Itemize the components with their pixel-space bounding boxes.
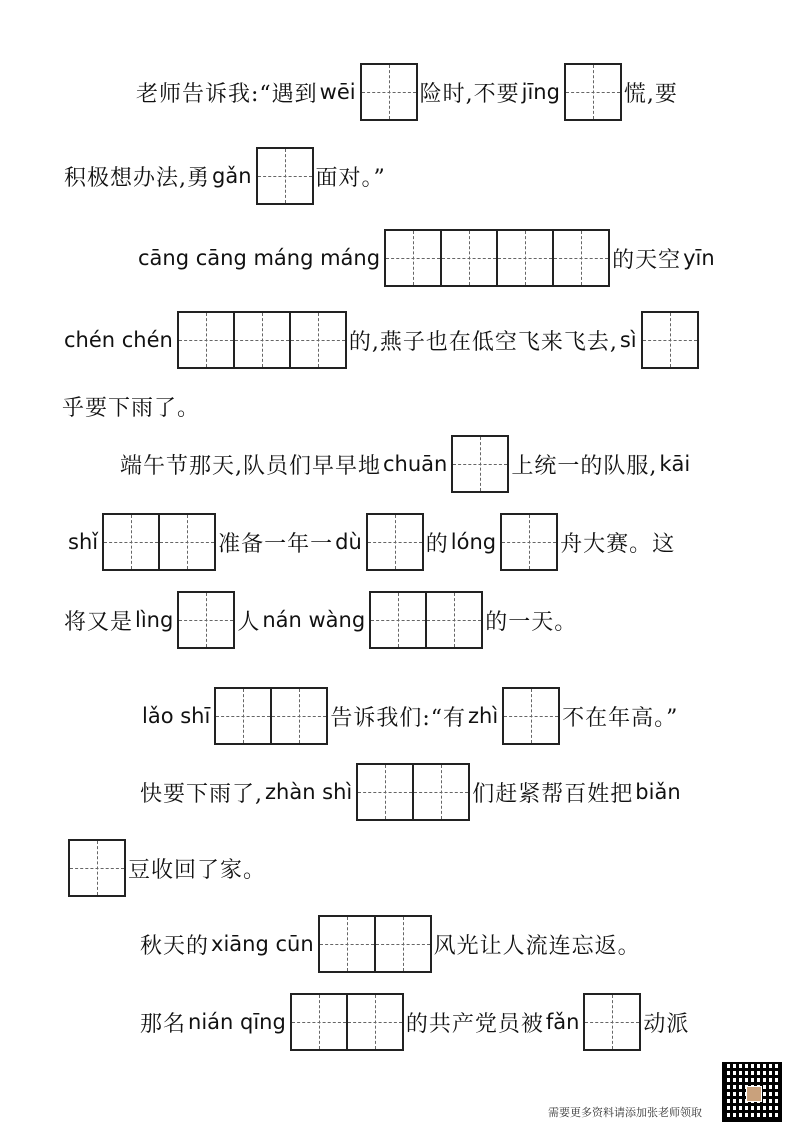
pinyin: lǎo shī: [142, 704, 211, 728]
tianzige-cell[interactable]: [369, 591, 427, 649]
tianzige-cell[interactable]: [290, 993, 348, 1051]
tianzige-cell[interactable]: [356, 763, 414, 821]
line-3: [136, 228, 717, 288]
line-10: [140, 762, 683, 822]
line-1: [136, 62, 678, 122]
tianzige-cell[interactable]: [68, 839, 126, 897]
line-13: [140, 992, 689, 1052]
tianzige-cell[interactable]: [233, 311, 291, 369]
text: 秋天的: [140, 933, 210, 959]
text: 的共产党员被: [405, 1011, 544, 1037]
text: 险时,不要: [419, 81, 520, 107]
tianzige-cell[interactable]: [412, 763, 470, 821]
text: 乎要下雨了。: [62, 395, 201, 421]
text: 的: [425, 531, 449, 557]
text: 舟大赛。这: [560, 531, 676, 557]
pinyin: dù: [335, 530, 362, 554]
pinyin: lìng: [135, 608, 174, 632]
answer-box[interactable]: [318, 915, 432, 973]
text: 豆收回了家。: [128, 857, 267, 883]
tianzige-cell[interactable]: [502, 687, 560, 745]
pinyin: nián qīng: [188, 1010, 286, 1034]
tianzige-cell[interactable]: [177, 591, 235, 649]
line-7: [66, 512, 675, 572]
qr-code-icon: [722, 1062, 782, 1122]
answer-box[interactable]: [583, 993, 641, 1051]
line-4: [62, 310, 701, 370]
pinyin: nán wàng: [262, 608, 366, 632]
text: 的天空: [612, 247, 682, 273]
tianzige-cell[interactable]: [256, 147, 314, 205]
tianzige-cell[interactable]: [500, 513, 558, 571]
answer-box[interactable]: [68, 839, 126, 897]
answer-box[interactable]: [256, 147, 314, 205]
pinyin: sì: [619, 328, 637, 352]
tianzige-cell[interactable]: [641, 311, 699, 369]
pinyin: fǎn: [545, 1010, 580, 1034]
text: 风光让人流连忘返。: [433, 933, 641, 959]
answer-box[interactable]: [360, 63, 418, 121]
text: 的,燕子也在低空飞来飞去,: [348, 329, 618, 355]
answer-box[interactable]: [177, 591, 235, 649]
pinyin: xiāng cūn: [211, 932, 314, 956]
tianzige-cell[interactable]: [270, 687, 328, 745]
text: 慌,要: [623, 81, 678, 107]
pinyin: jīng: [521, 80, 560, 104]
line-5: [62, 376, 200, 436]
answer-box[interactable]: [384, 229, 610, 287]
pinyin: shǐ: [68, 530, 99, 554]
pinyin: chén chén: [64, 328, 173, 352]
text: 人: [237, 609, 261, 635]
line-6: [120, 434, 692, 494]
tianzige-cell[interactable]: [583, 993, 641, 1051]
pinyin: chuān: [383, 452, 448, 476]
tianzige-cell[interactable]: [158, 513, 216, 571]
tianzige-cell[interactable]: [552, 229, 610, 287]
line-8: [64, 590, 577, 650]
line-12: [140, 914, 641, 974]
pinyin: cāng cāng máng máng: [138, 246, 381, 270]
answer-box[interactable]: [564, 63, 622, 121]
answer-box[interactable]: [366, 513, 424, 571]
tianzige-cell[interactable]: [384, 229, 442, 287]
answer-box[interactable]: [214, 687, 328, 745]
tianzige-cell[interactable]: [374, 915, 432, 973]
text: 准备一年一: [218, 531, 334, 557]
answer-box[interactable]: [290, 993, 404, 1051]
tianzige-cell[interactable]: [177, 311, 235, 369]
tianzige-cell[interactable]: [289, 311, 347, 369]
pinyin: lóng: [450, 530, 497, 554]
tianzige-cell[interactable]: [366, 513, 424, 571]
text: 快要下雨了,: [140, 781, 263, 807]
tianzige-cell[interactable]: [451, 435, 509, 493]
footer-note: 需要更多资料请添加张老师领取: [548, 1106, 702, 1119]
avatar: [746, 1086, 762, 1102]
pinyin: wēi: [319, 80, 356, 104]
tianzige-cell[interactable]: [564, 63, 622, 121]
text: 将又是: [64, 609, 134, 635]
tianzige-cell[interactable]: [496, 229, 554, 287]
text: 的一天。: [485, 609, 578, 635]
tianzige-cell[interactable]: [425, 591, 483, 649]
text: 不在年高。”: [562, 705, 679, 731]
pinyin: gǎn: [212, 164, 252, 188]
answer-box[interactable]: [102, 513, 216, 571]
text: 告诉我们:“有: [330, 705, 466, 731]
answer-box[interactable]: [177, 311, 347, 369]
tianzige-cell[interactable]: [102, 513, 160, 571]
text: 面对。”: [315, 165, 386, 191]
text: 积极想办法,勇: [64, 165, 210, 191]
pinyin: biǎn: [635, 780, 681, 804]
tianzige-cell[interactable]: [346, 993, 404, 1051]
answer-box[interactable]: [356, 763, 470, 821]
tianzige-cell[interactable]: [214, 687, 272, 745]
text: 们赶紧帮百姓把: [472, 781, 634, 807]
answer-box[interactable]: [502, 687, 560, 745]
tianzige-cell[interactable]: [360, 63, 418, 121]
pinyin: zhàn shì: [265, 780, 353, 804]
tianzige-cell[interactable]: [318, 915, 376, 973]
answer-box[interactable]: [500, 513, 558, 571]
pinyin: yīn: [683, 246, 715, 270]
pinyin: zhì: [467, 704, 499, 728]
text: 动派: [643, 1011, 690, 1037]
pinyin: kāi: [659, 452, 691, 476]
text: 老师告诉我:“遇到: [136, 81, 318, 107]
tianzige-cell[interactable]: [440, 229, 498, 287]
text: 那名: [140, 1011, 187, 1037]
answer-box[interactable]: [369, 591, 483, 649]
text: 上统一的队服,: [511, 453, 658, 479]
answer-box[interactable]: [451, 435, 509, 493]
answer-box[interactable]: [641, 311, 699, 369]
line-2: [64, 146, 386, 206]
line-11: [66, 838, 266, 898]
text: 端午节那天,队员们早早地: [120, 453, 381, 479]
line-9: [140, 686, 678, 746]
